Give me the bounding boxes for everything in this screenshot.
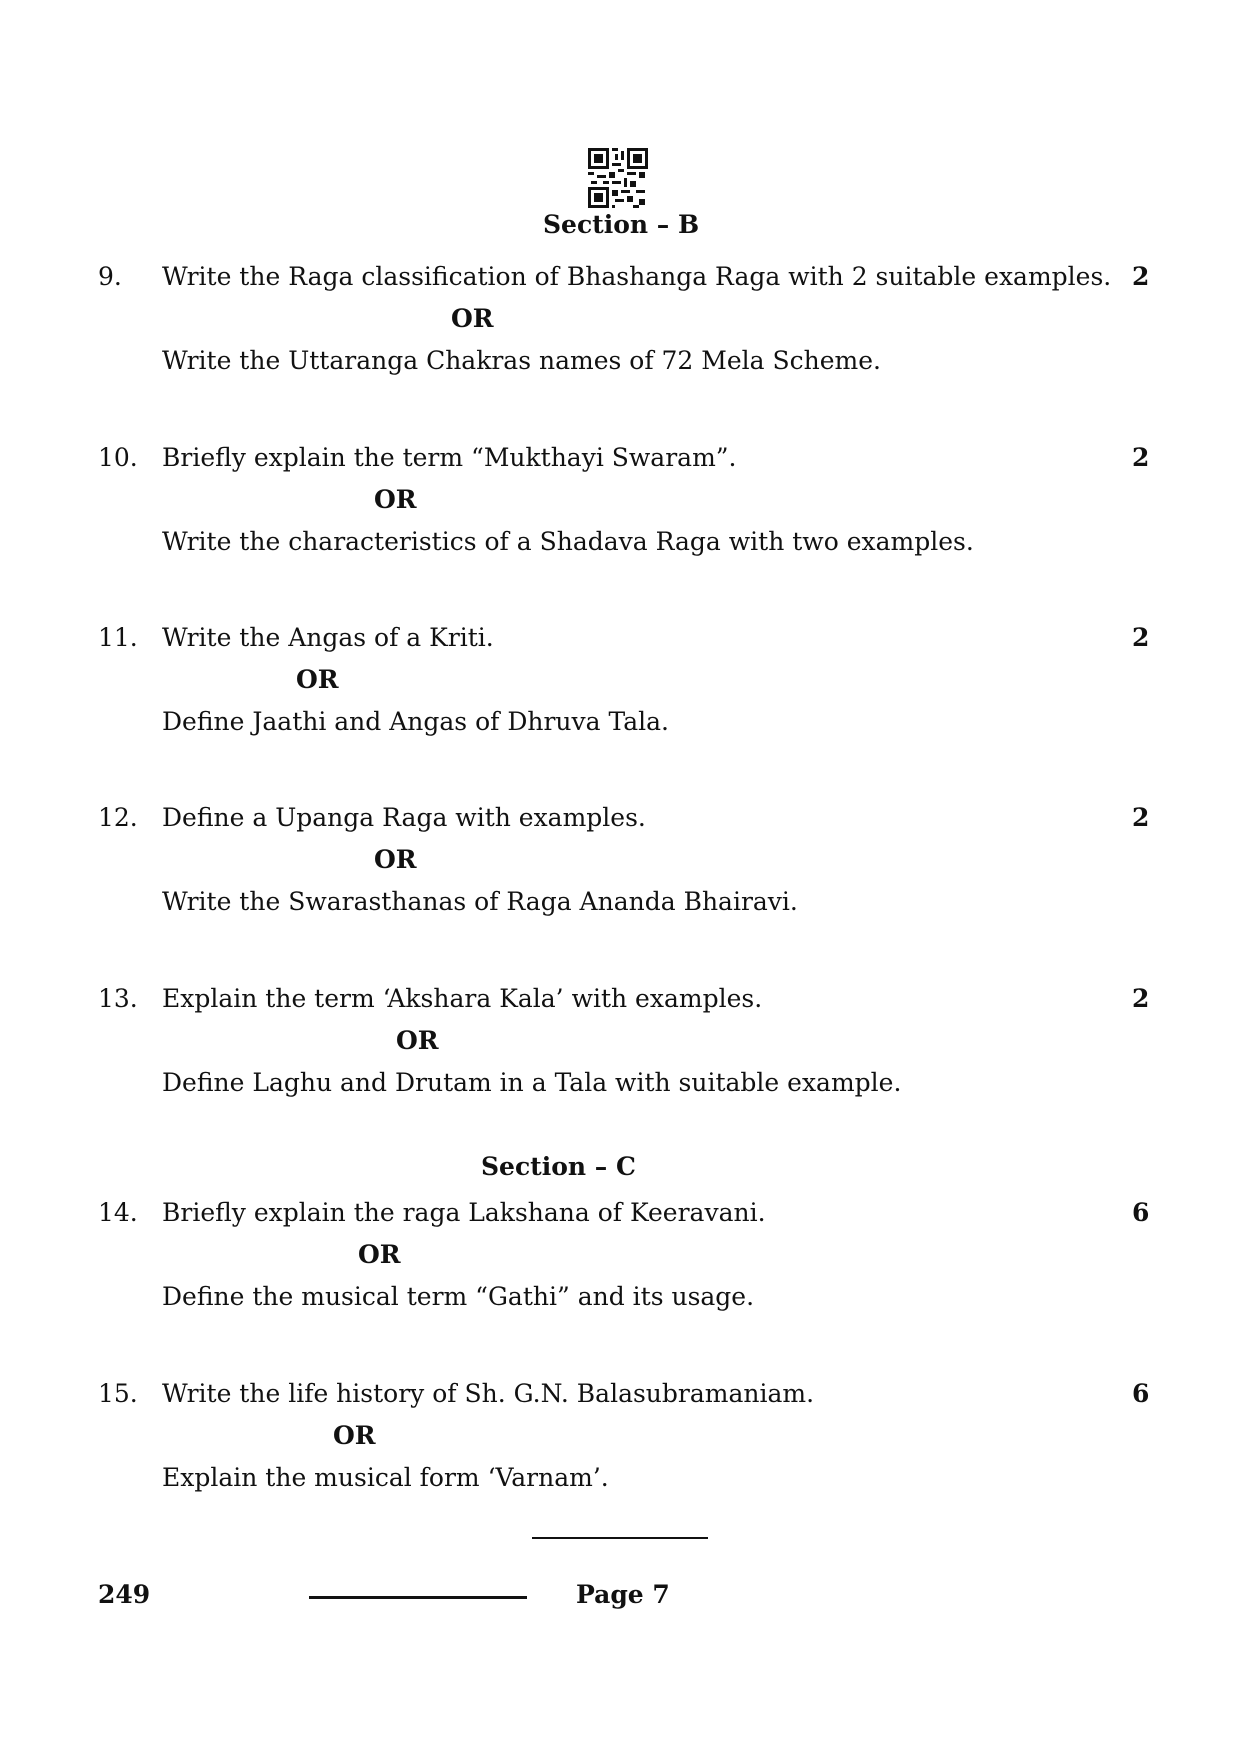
end-of-page-rule <box>532 1537 708 1539</box>
question-number: 9. <box>98 262 122 291</box>
alternative-question-text: Write the characteristics of a Shadava Raga with two examples. <box>162 527 974 556</box>
question-number: 10. <box>98 443 138 472</box>
page-number: Page 7 <box>576 1580 670 1609</box>
question-marks: 2 <box>1132 623 1150 652</box>
question-marks: 6 <box>1132 1379 1150 1408</box>
question-marks: 6 <box>1132 1198 1150 1227</box>
or-label: OR <box>374 485 417 514</box>
question-marks: 2 <box>1132 443 1150 472</box>
question-marks: 2 <box>1132 262 1150 291</box>
question-text: Briefly explain the term “Mukthayi Swaram”. <box>162 443 737 472</box>
question-marks: 2 <box>1132 984 1150 1013</box>
alternative-question-text: Write the Uttaranga Chakras names of 72 Mela Scheme. <box>162 346 881 375</box>
or-label: OR <box>396 1026 439 1055</box>
or-label: OR <box>333 1421 376 1450</box>
question-marks: 2 <box>1132 803 1150 832</box>
alternative-question-text: Explain the musical form ‘Varnam’. <box>162 1463 609 1492</box>
alternative-question-text: Define Jaathi and Angas of Dhruva Tala. <box>162 707 669 736</box>
or-label: OR <box>358 1240 401 1269</box>
footer-rule <box>309 1596 527 1599</box>
or-label: OR <box>451 304 494 333</box>
question-text: Briefly explain the raga Lakshana of Keeravani. <box>162 1198 766 1227</box>
or-label: OR <box>374 845 417 874</box>
question-number: 15. <box>98 1379 138 1408</box>
alternative-question-text: Define the musical term “Gathi” and its usage. <box>162 1282 755 1311</box>
or-label: OR <box>296 665 339 694</box>
question-paper-code: 249 <box>98 1580 151 1609</box>
question-number: 11. <box>98 623 138 652</box>
alternative-question-text: Write the Swarasthanas of Raga Ananda Bhairavi. <box>162 887 798 916</box>
alternative-question-text: Define Laghu and Drutam in a Tala with suitable example. <box>162 1068 902 1097</box>
section-c-title: Section – C <box>481 1152 636 1181</box>
question-text: Write the Angas of a Kriti. <box>162 623 494 652</box>
section-b-title: Section – B <box>543 210 700 239</box>
question-number: 14. <box>98 1198 138 1227</box>
qr-code-icon <box>588 148 648 208</box>
question-text: Explain the term ‘Akshara Kala’ with examples. <box>162 984 763 1013</box>
question-number: 12. <box>98 803 138 832</box>
question-text: Define a Upanga Raga with examples. <box>162 803 646 832</box>
question-number: 13. <box>98 984 138 1013</box>
question-text: Write the Raga classification of Bhashanga Raga with 2 suitable examples. <box>162 262 1112 291</box>
question-text: Write the life history of Sh. G.N. Balasubramaniam. <box>162 1379 815 1408</box>
